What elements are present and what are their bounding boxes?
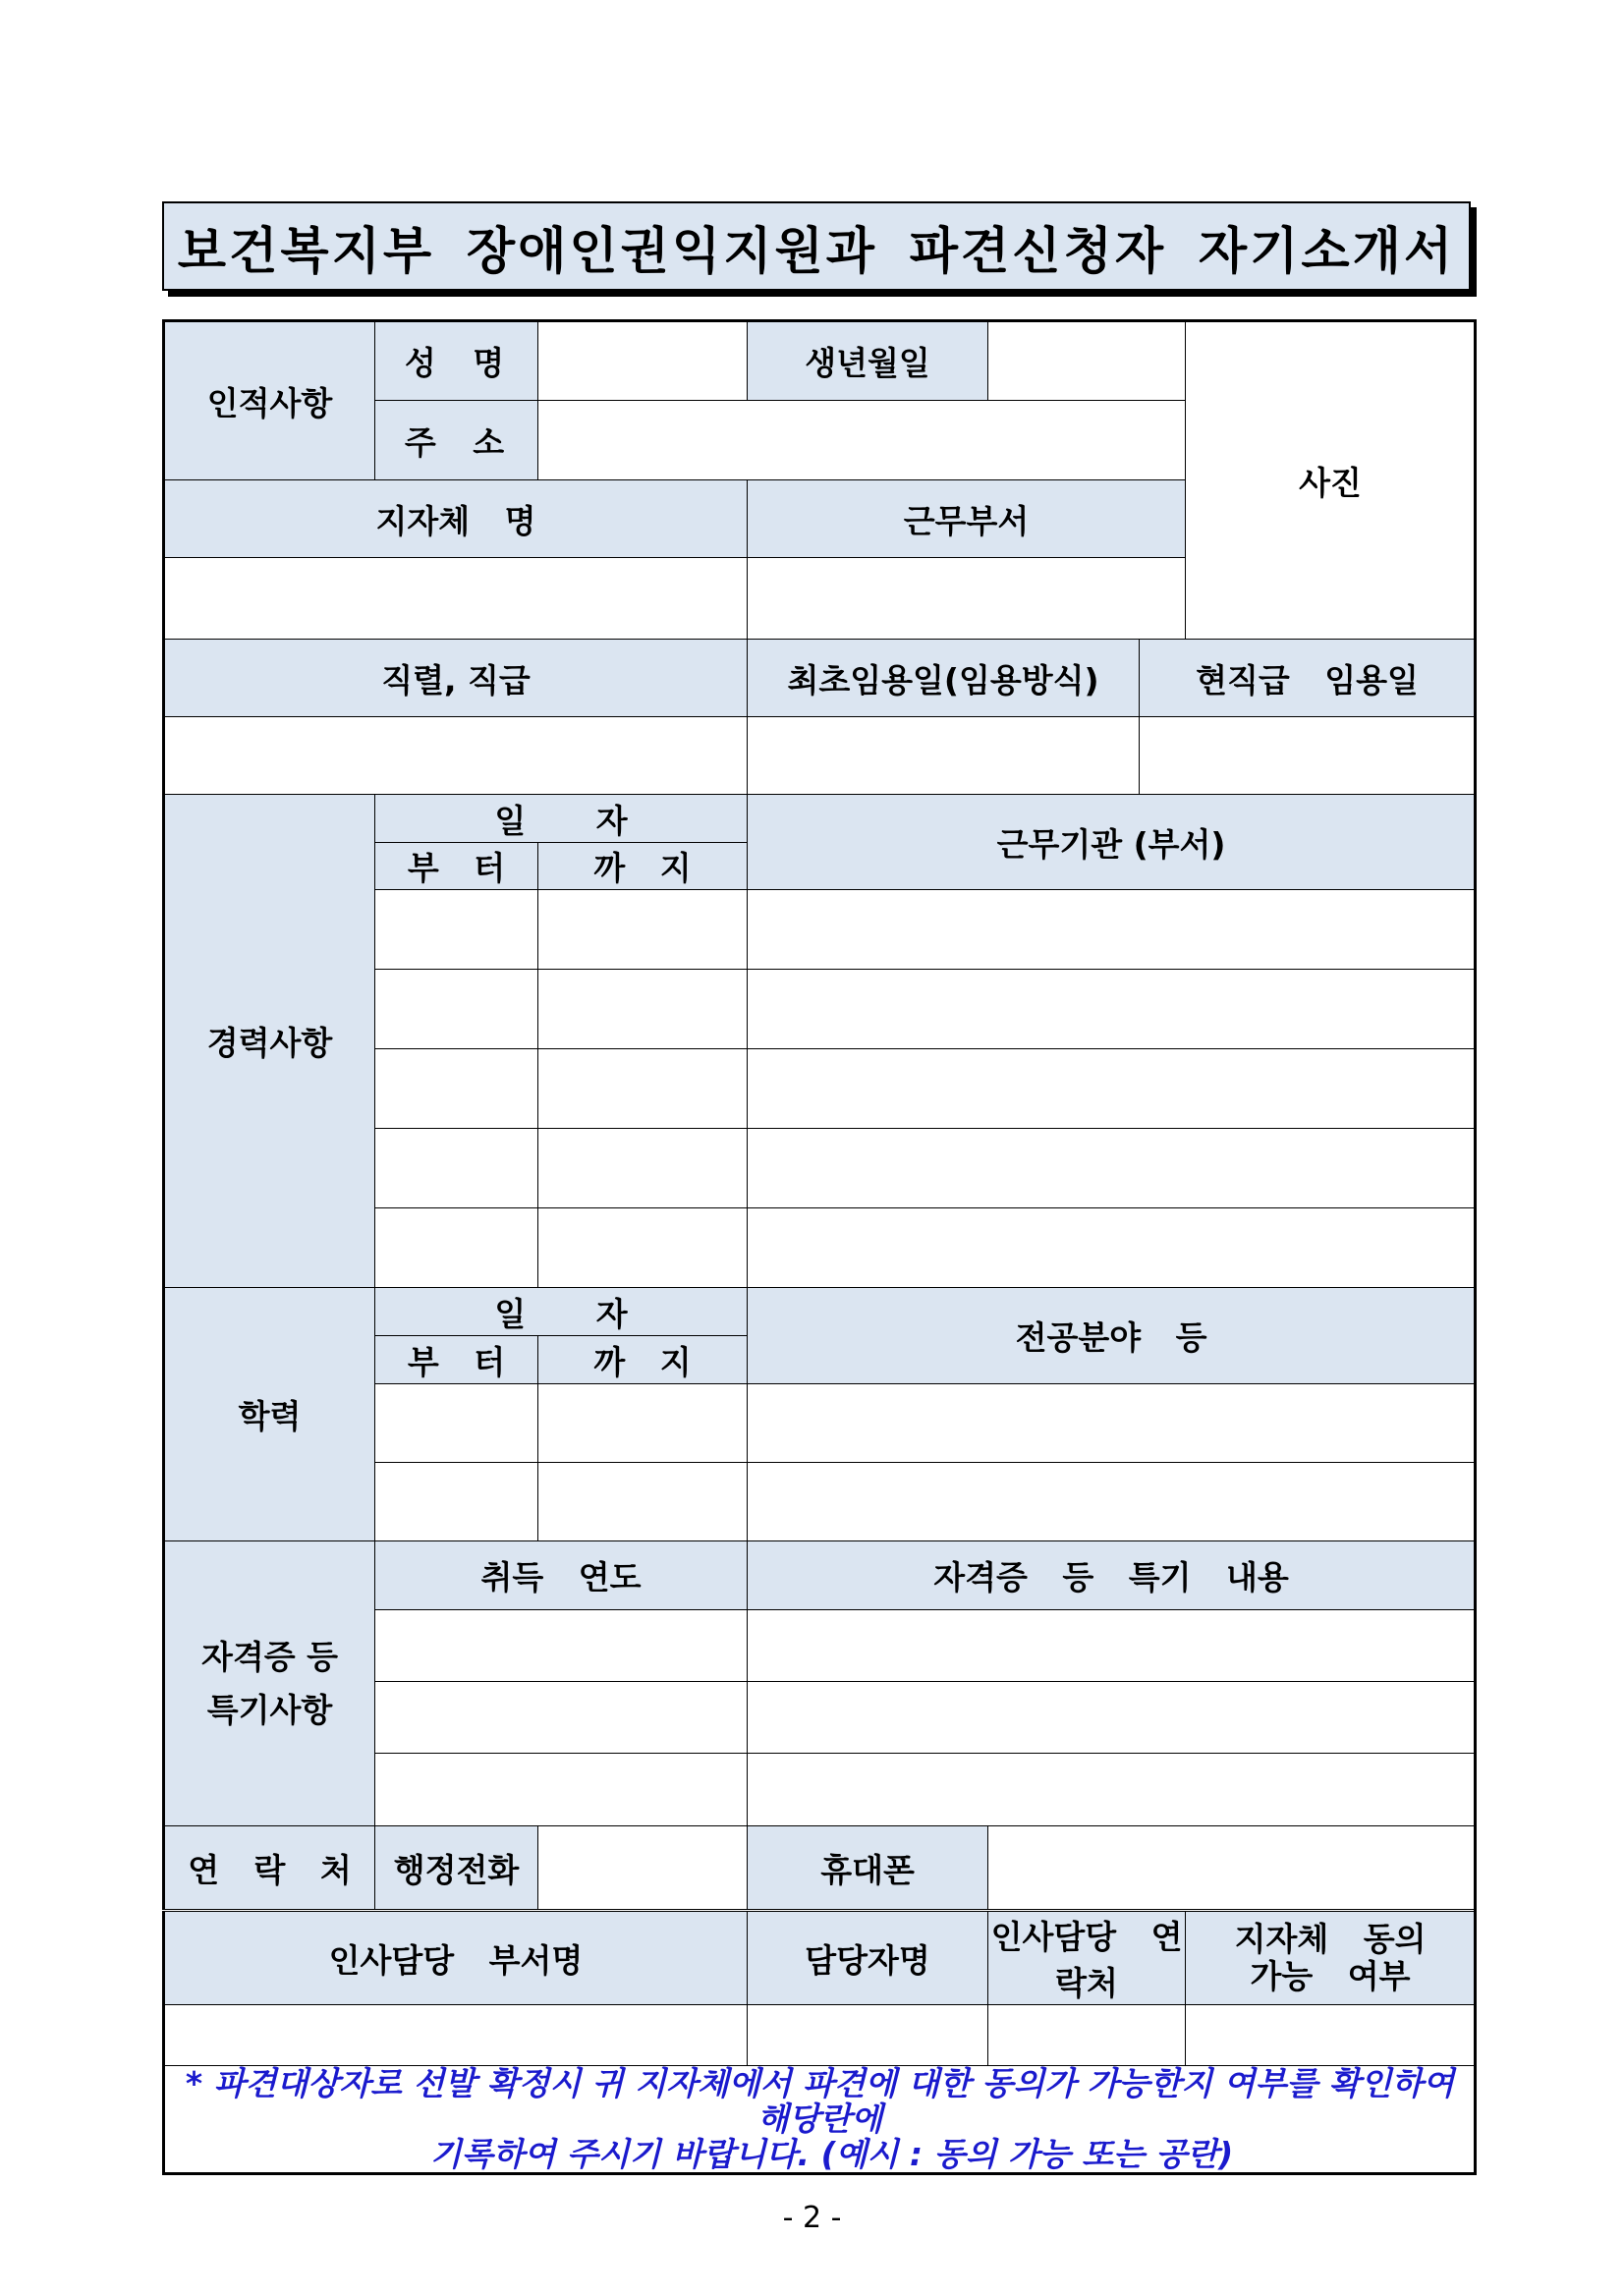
- certificates-label-line1: 자격증 등: [200, 1637, 338, 1676]
- education-to-label: 까 지: [538, 1336, 748, 1384]
- education-from-field[interactable]: [375, 1463, 538, 1541]
- address-label: 주 소: [375, 401, 538, 480]
- acquired-year-field[interactable]: [375, 1610, 748, 1682]
- hr-person-label: 담당자명: [748, 1911, 988, 2005]
- education-label: 학력: [164, 1288, 375, 1541]
- career-from-label: 부 터: [375, 843, 538, 890]
- local-gov-label: 지자체 명: [164, 480, 748, 558]
- career-date-label: 일 자: [375, 795, 748, 843]
- career-org-field[interactable]: [748, 1049, 1476, 1129]
- education-to-field[interactable]: [538, 1384, 748, 1463]
- career-to-field[interactable]: [538, 1049, 748, 1129]
- career-to-label: 까 지: [538, 843, 748, 890]
- acquired-year-label: 취득 연도: [375, 1541, 748, 1610]
- hr-dept-label: 인사담당 부서명: [164, 1911, 748, 2005]
- consent-label: [1186, 1911, 1476, 2005]
- certificate-content-field[interactable]: [748, 1754, 1476, 1826]
- hr-person-field[interactable]: [748, 2005, 988, 2066]
- department-label: 근무부서: [748, 480, 1186, 558]
- page-title: [162, 201, 1471, 291]
- footnote-line2: 기록하여 주시기 바랍니다. (예시 : 동의 가능 또는 공란): [429, 2135, 1234, 2173]
- name-label: 성 명: [375, 321, 538, 401]
- career-from-field[interactable]: [375, 1208, 538, 1288]
- career-from-field[interactable]: [375, 970, 538, 1049]
- major-field[interactable]: [748, 1384, 1476, 1463]
- photo-placeholder[interactable]: 사진: [1186, 321, 1476, 640]
- first-appointment-field[interactable]: [748, 717, 1140, 795]
- hr-contact-label: 인사담당 연락처: [988, 1911, 1186, 2005]
- page-number: - 2 -: [782, 2201, 842, 2235]
- birth-field[interactable]: [988, 321, 1186, 401]
- certificates-label: [164, 1541, 375, 1826]
- career-from-field[interactable]: [375, 890, 538, 970]
- consent-field[interactable]: [1186, 2005, 1476, 2066]
- career-org-field[interactable]: [748, 890, 1476, 970]
- consent-label-line2: 가능 여부: [1250, 1957, 1411, 1995]
- application-form-table: [162, 319, 1477, 2175]
- personal-info-label: 인적사항: [164, 321, 375, 480]
- education-to-field[interactable]: [538, 1463, 748, 1541]
- mobile-field[interactable]: [988, 1826, 1476, 1911]
- footnote: [164, 2066, 1476, 2174]
- career-to-field[interactable]: [538, 1208, 748, 1288]
- career-label: 경력사항: [164, 795, 375, 1288]
- office-phone-field[interactable]: [538, 1826, 748, 1911]
- office-phone-label: 행정전화: [375, 1826, 538, 1911]
- hr-contact-field[interactable]: [988, 2005, 1186, 2066]
- current-rank-date-label: 현직급 임용일: [1140, 640, 1476, 717]
- hr-dept-field[interactable]: [164, 2005, 748, 2066]
- current-rank-date-field[interactable]: [1140, 717, 1476, 795]
- acquired-year-field[interactable]: [375, 1754, 748, 1826]
- education-date-label: 일 자: [375, 1288, 748, 1336]
- certificate-content-label: 자격증 등 특기 내용: [748, 1541, 1476, 1610]
- mobile-label: 휴대폰: [748, 1826, 988, 1911]
- certificate-content-field[interactable]: [748, 1682, 1476, 1754]
- rank-field[interactable]: [164, 717, 748, 795]
- career-from-field[interactable]: [375, 1129, 538, 1208]
- career-org-field[interactable]: [748, 1129, 1476, 1208]
- footnote-line1: * 파견대상자로 선발 확정시 귀 지자체에서 파견에 대한 동의가 가능한지 여부를 확인하여 해당란에: [185, 2065, 1455, 2138]
- acquired-year-field[interactable]: [375, 1682, 748, 1754]
- address-field[interactable]: [538, 401, 1186, 480]
- career-from-field[interactable]: [375, 1049, 538, 1129]
- consent-label-line1: 지자체 동의: [1234, 1920, 1427, 1958]
- birth-label: 생년월일: [748, 321, 988, 401]
- department-field[interactable]: [748, 558, 1186, 640]
- certificate-content-field[interactable]: [748, 1610, 1476, 1682]
- education-from-field[interactable]: [375, 1384, 538, 1463]
- contact-label: 연 락 처: [164, 1826, 375, 1911]
- major-field[interactable]: [748, 1463, 1476, 1541]
- local-gov-field[interactable]: [164, 558, 748, 640]
- name-field[interactable]: [538, 321, 748, 401]
- first-appointment-label: 최초임용일(임용방식): [748, 640, 1140, 717]
- education-from-label: 부 터: [375, 1336, 538, 1384]
- rank-label: 직렬, 직급: [164, 640, 748, 717]
- career-org-field[interactable]: [748, 970, 1476, 1049]
- career-to-field[interactable]: [538, 970, 748, 1049]
- certificates-label-line2: 특기사항: [206, 1690, 333, 1729]
- page-title-text: 보건복지부 장애인권익지원과 파견신청자 자기소개서: [177, 222, 1456, 281]
- career-to-field[interactable]: [538, 1129, 748, 1208]
- career-to-field[interactable]: [538, 890, 748, 970]
- career-org-label: 근무기관 (부서): [748, 795, 1476, 890]
- major-label: 전공분야 등: [748, 1288, 1476, 1384]
- career-org-field[interactable]: [748, 1208, 1476, 1288]
